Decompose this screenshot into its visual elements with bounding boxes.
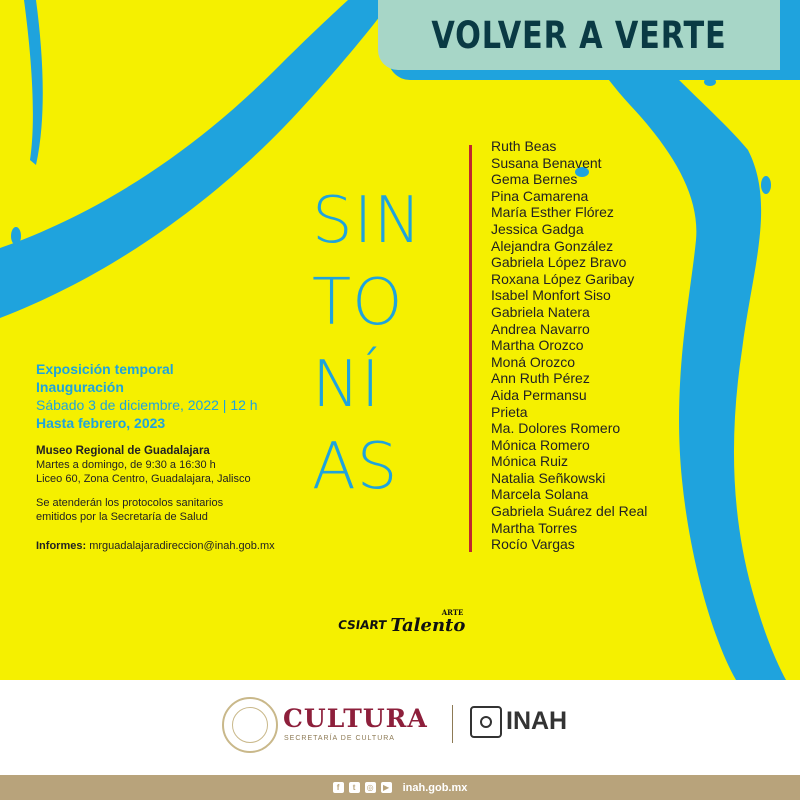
artist-name: Aida Permansu — [491, 386, 587, 403]
artist-name: Martha Orozco — [491, 337, 584, 354]
social-bar — [0, 775, 800, 800]
website-link[interactable]: inah.gob.mx — [402, 781, 468, 794]
artist-name: Isabel Monfort Siso — [491, 287, 611, 304]
inah-logo: INAH — [506, 707, 568, 735]
footer-divider — [452, 705, 453, 743]
museum-name: Museo Regional de Guadalajara — [36, 445, 210, 457]
twitter-icon[interactable]: t — [349, 782, 360, 793]
artist-name: Ann Ruth Pérez — [491, 370, 590, 387]
title-line: TO — [312, 266, 404, 340]
title-line: NÍ — [312, 348, 381, 422]
event-info — [36, 360, 336, 552]
artist-name: Roxana López Garibay — [491, 270, 635, 287]
protocol-line: emitidos por la Secretaría de Salud — [36, 511, 208, 523]
opening-date: Sábado 3 de diciembre, 2022 | 12 h — [36, 397, 258, 413]
artist-name: Gabriela Natera — [491, 303, 590, 320]
contact-label: Informes: — [36, 540, 87, 552]
artist-name: Gema Bernes — [491, 171, 578, 188]
talento-arte-label: ARTE — [441, 607, 464, 617]
artist-name: Susana Benavent — [491, 154, 602, 171]
artist-name: Mónica Romero — [491, 436, 590, 453]
artist-name: Gabriela López Bravo — [491, 254, 627, 271]
cultura-logo: CULTURA — [283, 704, 428, 733]
artist-name: Rocío Vargas — [491, 536, 575, 553]
artist-name: Moná Orozco — [491, 353, 576, 370]
opening-label: Inauguración — [36, 379, 124, 395]
exhibition-type: Exposición temporal — [36, 361, 174, 377]
inah-emblem-icon — [470, 706, 502, 738]
artist-list — [491, 138, 647, 553]
artist-name: Marcela Solana — [491, 486, 589, 503]
artist-name: Ma. Dolores Romero — [491, 420, 621, 437]
contact-email[interactable]: mrguadalajaradireccion@inah.gob.mx — [89, 540, 275, 552]
talento-logo — [390, 607, 466, 636]
title-line: AS — [312, 430, 399, 504]
divider-line — [469, 145, 472, 552]
contact-info — [36, 540, 336, 552]
artist-name: Pina Camarena — [491, 187, 589, 204]
protocol-line: Se atenderán los protocolos sanitarios — [36, 497, 224, 509]
facebook-icon[interactable]: f — [333, 782, 344, 793]
youtube-icon[interactable]: ▶ — [381, 782, 392, 793]
artist-name: Ruth Beas — [491, 138, 557, 154]
artist-name: María Esther Flórez — [491, 204, 614, 221]
artist-name: Prieta — [491, 403, 528, 420]
sponsor-logos — [337, 607, 466, 640]
artist-name: Jessica Gadga — [491, 220, 584, 237]
mexico-seal-icon — [222, 697, 278, 753]
museum-address: Liceo 60, Zona Centro, Guadalajara, Jalisco — [36, 473, 251, 485]
banner-title: VOLVER A VERTE — [431, 13, 727, 57]
talento-label: Talento — [390, 614, 466, 636]
artist-name: Martha Torres — [491, 519, 578, 536]
title-line: SIN — [312, 184, 423, 258]
artist-name: Andrea Navarro — [491, 320, 590, 337]
secretaria-label: SECRETARÍA DE CULTURA — [284, 735, 395, 742]
end-date: Hasta febrero, 2023 — [36, 415, 166, 431]
artist-name: Mónica Ruiz — [491, 453, 569, 470]
opening-hours: Martes a domingo, de 9:30 a 16:30 h — [36, 459, 216, 471]
artist-name: Natalia Señkowski — [491, 469, 606, 486]
csiart-logo: CSIART — [337, 618, 388, 632]
artist-name: Alejandra González — [491, 237, 614, 254]
volver-a-verte-banner — [378, 0, 800, 80]
instagram-icon[interactable]: ◎ — [365, 782, 376, 793]
artist-name: Gabriela Suárez del Real — [491, 503, 648, 520]
